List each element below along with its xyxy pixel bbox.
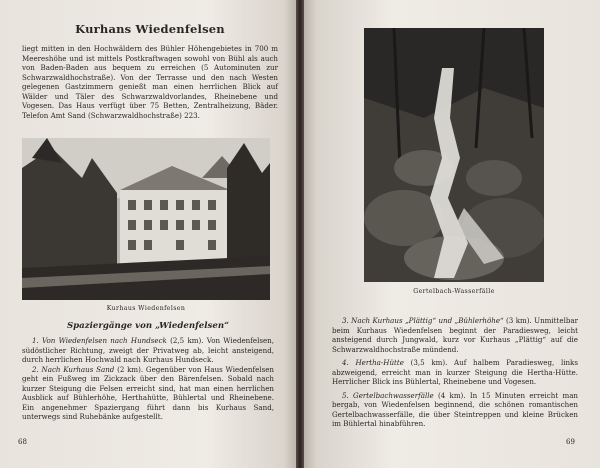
page-number-left: 68 bbox=[18, 438, 27, 446]
walk-item-2 bbox=[22, 365, 274, 422]
walk-item-1 bbox=[22, 336, 274, 365]
walk-item-4 bbox=[332, 358, 578, 387]
walks-section-continued bbox=[332, 316, 578, 429]
waterfall-illustration bbox=[364, 28, 544, 282]
walk-item-3 bbox=[332, 316, 578, 354]
walk-item-5 bbox=[332, 391, 578, 429]
walk-item-1-lead: 1. Von Wiedenfelsen nach Hundseck bbox=[32, 336, 167, 345]
walk-item-3-body: (3 km). Unmittelbar beim Kurhaus Wiedenfelsen beginnt der Paradiesweg, leicht ansteigend durch Jungwald, kurz vor Kurhaus „Plättig“ auf die Schwarzwaldhochstraße mündend. bbox=[332, 316, 579, 354]
intro-paragraph: liegt mitten in den Hochwäldern des Bühler Höhengebietes in 700 m Meereshöhe und ist mittels Postkraftwagen sowohl von Bühl als auch von Baden-Baden aus bequem zu erreichen (5 Autominuten zur Schwarzwaldhochstraße). Von der Terrasse und den nach Westen gelegenen Gastzimmern genießt man einen herrlichen Blick auf Wälder und Täler des Schwarzwaldvorlandes, Rheinebene und Vogesen. Das Haus verfügt über 75 Betten, Zentralheizung, Bäder. Telefon Amt Sand (Schwarzwaldhochstraße) 223. bbox=[22, 44, 278, 120]
hotel-illustration bbox=[22, 138, 270, 300]
walks-heading: Spaziergänge von „Wiedenfelsen“ bbox=[66, 321, 230, 331]
book-gutter bbox=[296, 0, 304, 468]
walk-item-1-body: (2,5 km). Von Wiedenfelsen, südöstlicher Richtung, zweigt der Privatweg ab, leicht ansteigend, durch herrlichen Hochwald nach Kurhaus Hundseck. bbox=[22, 336, 275, 364]
waterfall-photo bbox=[364, 28, 544, 282]
walk-item-3-lead: 3. Nach Kurhaus „Plättig“ und „Bühlerhöhe“ bbox=[342, 316, 504, 325]
walks-section bbox=[22, 321, 274, 422]
page-title: Kurhans Wiedenfelsen bbox=[75, 22, 225, 36]
waterfall-photo-caption: Gertelbach-Wasserfälle bbox=[413, 288, 495, 295]
walk-item-5-lead: 5. Gertelbachwasserfälle bbox=[342, 390, 434, 400]
walk-item-2-lead: 2. Nach Kurhaus Sand bbox=[32, 364, 115, 374]
hotel-photo bbox=[22, 138, 270, 300]
page-number-right: 69 bbox=[566, 438, 575, 446]
walk-item-2-body: (2 km). Gegenüber von Haus Wiedenfelsen geht ein Fußweg im Zickzack über den Bärenfelsen. Sobald nach kurzer Steigung die Felsen erreicht sind, hat man einen herrlichen Ausblick auf Bühlerhöhe, Herthahütte, Bühlertal und Rheinebene. Ein angenehmer Spaziergang führt dann bis Kurhaus Sand, unterwegs sind Ruhebänke aufgestellt. bbox=[22, 364, 274, 421]
hotel-photo-caption: Kurhaus Wiedenfelsen bbox=[106, 305, 186, 312]
walk-item-4-body: (3,5 km). Auf halbem Paradiesweg, links abzweigend, erreicht man in kurzer Steigung die Hertha-Hütte. Herrlicher Blick ins Bühlertal, Rheinebene und Vogesen. bbox=[332, 358, 578, 386]
walk-item-5-body: (4 km). In 15 Minuten erreicht man bergab, von Wiedenfelsen beginnend, die schönen romantischen Gertelbachwasserfälle, die über Steintreppen und kleine Brücken im Bühlertal hinabführen. bbox=[332, 390, 579, 428]
walk-item-4-lead: 4. Hertha-Hütte bbox=[342, 358, 404, 367]
